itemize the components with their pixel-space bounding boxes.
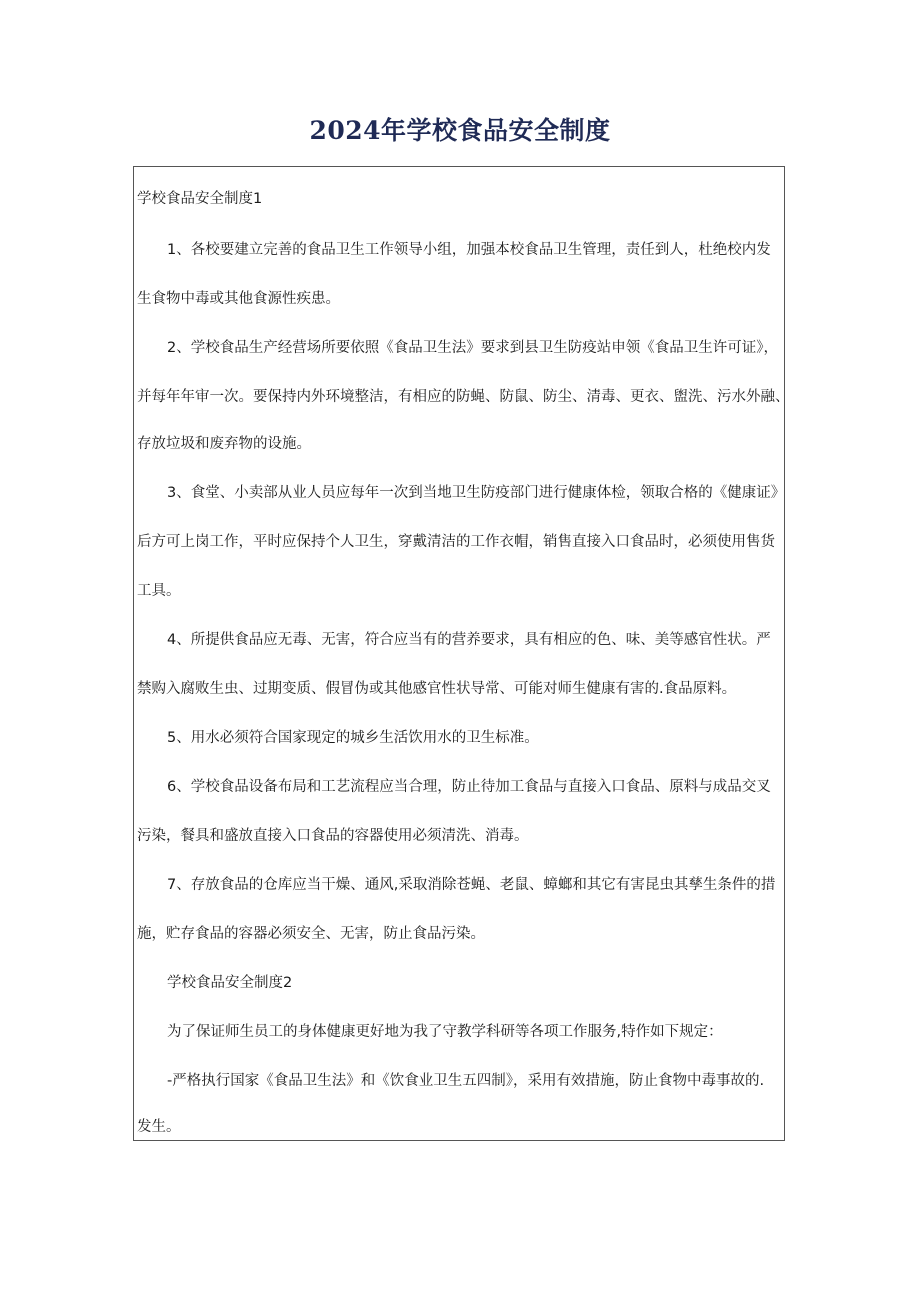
content-frame [133,166,790,1141]
paragraph-line: 后方可上岗工作，平时应保持个人卫生，穿戴清洁的工作衣帽，销售直接入口食品时，必须使用售货 [137,534,775,550]
paragraph-line: 为了保证师生员工的身体健康更好地为我了守教学科研等各项工作服务,特作如下规定： [167,1024,723,1040]
paragraph-line: 生食物中毒或其他食源性疾患。 [137,291,340,307]
paragraph-line: 1、各校要建立完善的食品卫生工作领导小组，加强本校食品卫生管理，责任到人，杜绝校内发 [167,242,771,258]
paragraph-line: 4、所提供食品应无毒、无害，符合应当有的营养要求，具有相应的色、味、美等感官性状。严 [167,632,771,648]
paragraph-line: 存放垃圾和废弃物的设施。 [137,436,311,452]
paragraph-line: 2、学校食品生产经营场所要依照《食品卫生法》要求到县卫生防疫站申领《食品卫生许可证》， [167,340,778,356]
paragraph-line: 发生。 [137,1119,181,1135]
section-heading-2: 学校食品安全制度2 [167,975,293,991]
paragraph-line: -严格执行国家《食品卫生法》和《饮食业卫生五四制》，采用有效措施，防止食物中毒事故的. [167,1073,765,1089]
section-heading-1: 学校食品安全制度1 [137,191,263,207]
paragraph-line: 污染，餐具和盛放直接入口食品的容器使用必须清洗、消毒。 [137,828,529,844]
paragraph-line: 禁购入腐败生虫、过期变质、假冒伪或其他感官性状导常、可能对师生健康有害的.食品原料。 [137,681,737,697]
document-title: 2024年学校食品安全制度 [309,116,611,145]
paragraph-line: 施，贮存食品的容器必须安全、无害，防止食品污染。 [137,926,485,942]
paragraph-line: 并每年年审一次。要保持内外环境整洁，有相应的防蝇、防鼠、防尘、清毒、更衣、盥洗、污水外融、 [137,389,790,405]
paragraph-line: 工具。 [137,583,181,599]
paragraph-line: 5、用水必须符合国家现定的城乡生活饮用水的卫生标准。 [167,730,539,746]
paragraph-line: 6、学校食品设备布局和工艺流程应当合理，防止待加工食品与直接入口食品、原料与成品交叉 [167,779,771,795]
paragraph-line: 3、食堂、小卖部从业人员应每年一次到当地卫生防疫部门进行健康体检，领取合格的《健康证》 [167,485,786,501]
paragraph-line: 7、存放食品的仓库应当干燥、通风,采取消除苍蝇、老鼠、蟑螂和其它有害昆虫其孳生条件的措 [167,877,776,893]
